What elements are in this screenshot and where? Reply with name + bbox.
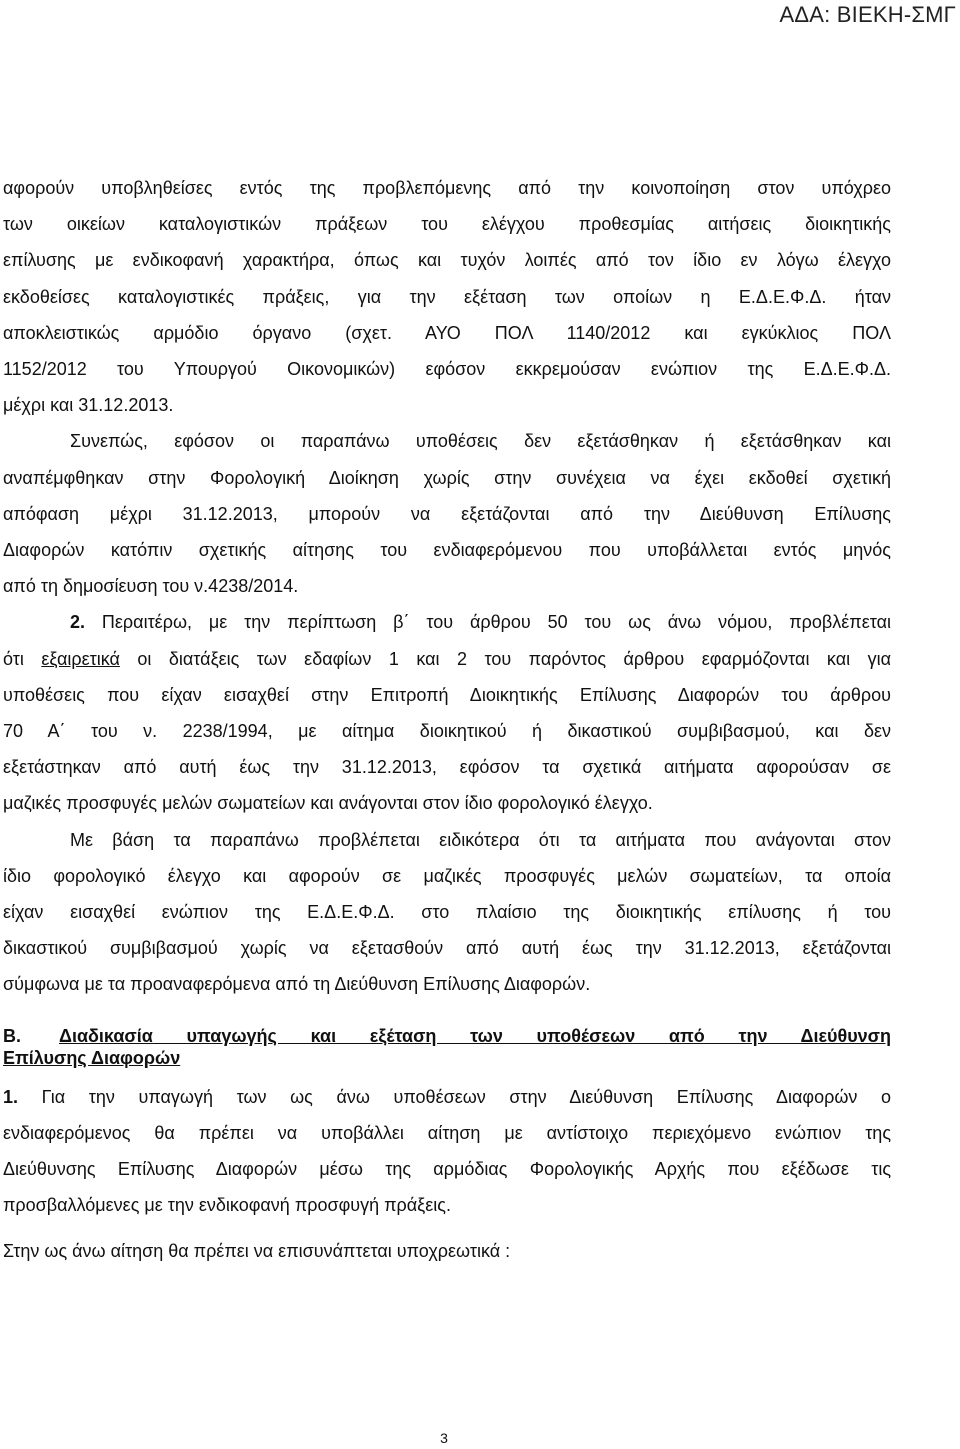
text-line: Διεύθυνσης Επίλυσης Διαφορών μέσω της αρμόδιας Φορολογικής Αρχής που εξέδωσε τις — [3, 1159, 891, 1180]
text-line: απόφαση μέχρι 31.12.2013, μπορούν να εξετάζονται από την Διεύθυνση Επίλυσης — [3, 503, 891, 524]
text-line: αφορούν υποβληθείσες εντός της προβλεπόμενης από την κοινοποίηση στον υπόχρεο — [3, 178, 891, 198]
text-line: εξετάστηκαν από αυτή έως την 31.12.2013, εφόσον τα σχετικά αιτήματα αφορούσαν σε — [3, 757, 891, 778]
text-line: υποθέσεις που είχαν εισαχθεί στην Επιτροπή Διοικητικής Επίλυσης Διαφορών του άρθρου — [3, 684, 891, 705]
text-line: αναπέμφθηκαν στην Φορολογική Διοίκηση χωρίς στην συνέχεια να έχει εκδοθεί σχετική — [3, 467, 891, 488]
text-line: είχαν εισαχθεί ενώπιον της Ε.Δ.Ε.Φ.Δ. στο πλαίσιο της διοικητικής επίλυσης ή του — [3, 902, 891, 923]
paragraph-point-2 — [3, 604, 891, 821]
section-spacer — [3, 1223, 891, 1233]
text-line: δικαστικού συμβιβασμού χωρίς να εξετασθούν από αυτή έως την 31.12.2013, εξετάζονται — [3, 938, 891, 959]
paragraph-based-on — [3, 822, 891, 1003]
text-line: εκδοθείσες καταλογιστικές πράξεις, για την εξέταση των οποίων η Ε.Δ.Ε.Φ.Δ. ήταν — [3, 286, 891, 307]
paragraph-attachments — [3, 1233, 891, 1269]
text-line: ίδιο φορολογικό έλεγχο και αφορούν σε μαζικές προσφυγές μελών σωματείων, τα οποία — [3, 865, 891, 886]
text-line: μέχρι και 31.12.2013. — [3, 395, 174, 416]
text-line: Συνεπώς, εφόσον οι παραπάνω υποθέσεις δεν εξετάσθηκαν ή εξετάσθηκαν και — [70, 431, 891, 452]
text-line: σύμφωνα με τα προαναφερόμενα από τη Διεύθυνση Επίλυσης Διαφορών. — [3, 974, 591, 995]
paragraph-continuation — [3, 170, 891, 423]
text-line: Με βάση τα παραπάνω προβλέπεται ειδικότερα ότι τα αιτήματα που ανάγονται στον — [70, 829, 891, 850]
text-line: από τη δημοσίευση του ν.4238/2014. — [3, 576, 299, 597]
text-line: των οικείων καταλογιστικών πράξεων του ελέγχου προθεσμίας αιτήσεις διοικητικής — [3, 214, 891, 235]
text-fragment: οι διατάξεις των εδαφίων 1 και 2 του παρόντος άρθρου εφαρμόζονται και για — [119, 648, 891, 669]
text-line: Στην ως άνω αίτηση θα πρέπει να επισυνάπτεται υποχρεωτικά : — [3, 1241, 511, 1262]
text-line — [3, 1079, 891, 1115]
section-title-line — [3, 1025, 891, 1047]
paragraph-consequently — [3, 423, 891, 604]
document-body — [3, 170, 891, 1270]
text-line: 70 Α΄ του ν. 2238/1994, με αίτημα διοικητικού ή δικαστικού συμβιβασμού, και δεν — [3, 721, 891, 742]
text-fragment: Περαιτέρω, με την περίπτωση β΄ του άρθρου 50 του ως άνω νόμου, προβλέπεται — [85, 612, 891, 633]
text-fragment: Για την υπαγωγή των ως άνω υποθέσεων στην Διεύθυνση Επίλυσης Διαφορών ο — [18, 1086, 891, 1107]
text-line: αποκλειστικώς αρμόδιο όργανο (σχετ. ΑΥΟ ΠΟΛ 1140/2012 και εγκύκλιος ΠΟΛ — [3, 322, 891, 343]
point-number: 2. — [70, 612, 86, 633]
text-line: προσβαλλόμενες με την ενδικοφανή προσφυγή πράξεις. — [3, 1195, 451, 1216]
section-title: Επίλυσης Διαφορών — [3, 1047, 181, 1068]
ada-header: ΑΔΑ: ΒΙΕΚΗ-ΣΜΓ — [779, 2, 956, 27]
text-fragment: ότι — [3, 648, 42, 669]
text-line: Διαφορών κατόπιν σχετικής αίτησης του ενδιαφερόμενου που υποβάλλεται εντός μηνός — [3, 540, 891, 561]
section-letter: Β. — [3, 1025, 21, 1046]
section-title-line — [3, 1047, 891, 1069]
underlined-word: εξαιρετικά — [41, 648, 120, 669]
text-line: επίλυσης με ενδικοφανή χαρακτήρα, όπως και τυχόν λοιπές από τον ίδιο εν λόγω έλεγχο — [3, 250, 891, 271]
text-line — [3, 604, 891, 640]
section-b-heading — [3, 1025, 891, 1069]
point-number: 1. — [3, 1086, 19, 1107]
section-spacer — [3, 1003, 891, 1025]
section-spacer — [3, 1069, 891, 1079]
paragraph-point-1 — [3, 1079, 891, 1224]
page-number: 3 — [440, 1430, 448, 1446]
section-title: Διαδικασία υπαγωγής και εξέταση των υποθέσεων από την Διεύθυνση — [59, 1025, 891, 1046]
text-line: 1152/2012 του Υπουργού Οικονομικών) εφόσον εκκρεμούσαν ενώπιον της Ε.Δ.Ε.Φ.Δ. — [3, 359, 891, 380]
text-line — [3, 641, 891, 677]
text-line: μαζικές προσφυγές μελών σωματείων και ανάγονται στον ίδιο φορολογικό έλεγχο. — [3, 793, 653, 814]
text-line: ενδιαφερόμενος θα πρέπει να υποβάλλει αίτηση με αντίστοιχο περιεχόμενο ενώπιον της — [3, 1122, 891, 1143]
